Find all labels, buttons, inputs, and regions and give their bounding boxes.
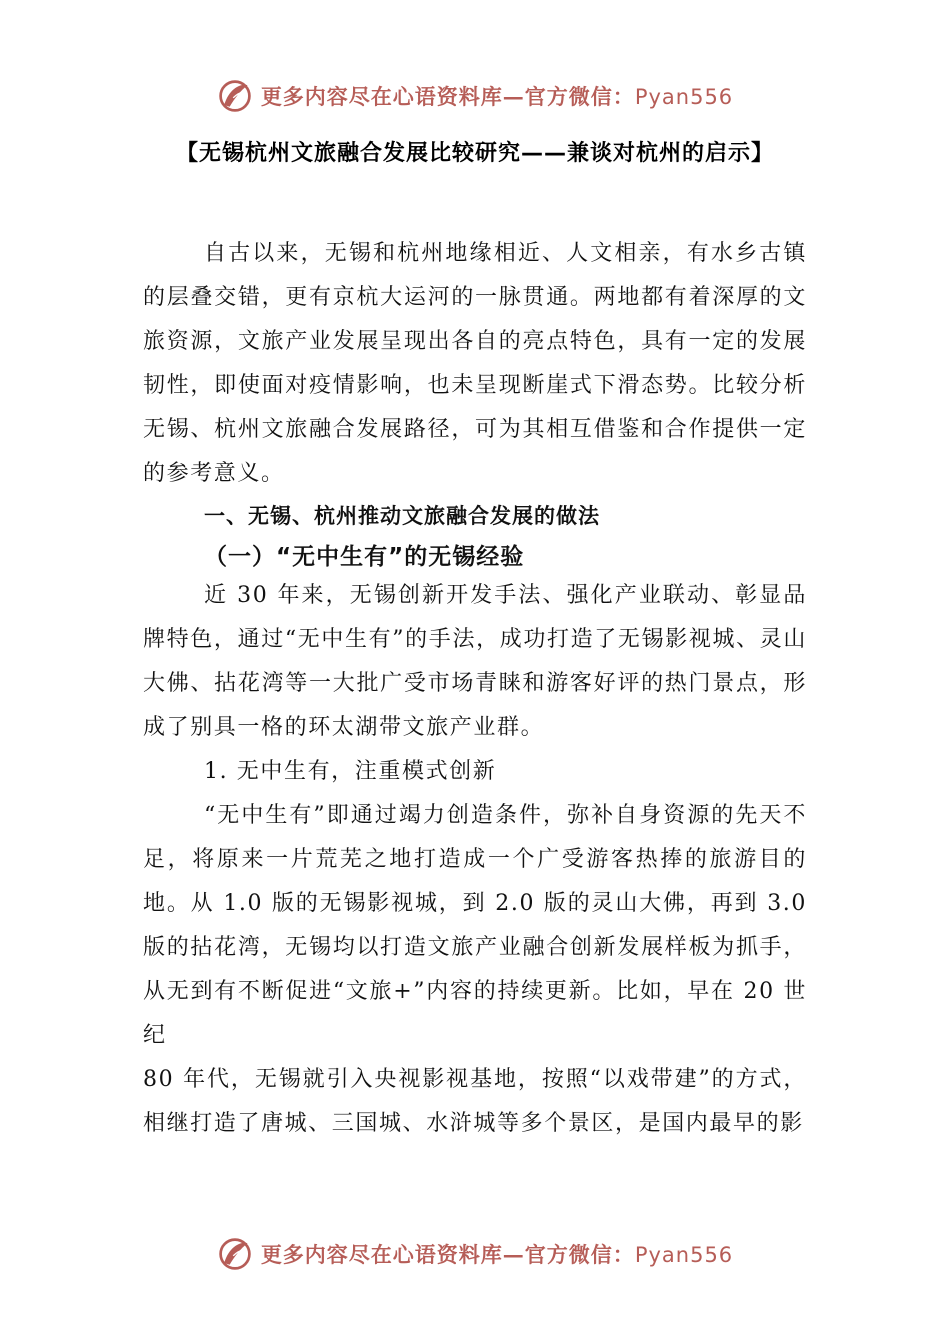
watermark-text bbox=[261, 1239, 733, 1269]
intro-paragraph: 自古以来，无锡和杭州地缘相近、人文相亲，有水乡古镇的层叠交错，更有京杭大运河的一脉贯通。两地都有着深厚的文旅资源，文旅产业发展呈现出各自的亮点特色，具有一定的发展韧性，即使面对疫情影响，也未呈现断崖式下滑态势。比较分析无锡、杭州文旅融合发展路径，可为其相互借鉴和合作提供一定的参考意义。 bbox=[143, 241, 807, 486]
watermark-footer bbox=[0, 1232, 950, 1276]
watermark-header bbox=[0, 74, 950, 118]
intro-paragraph-block bbox=[143, 232, 807, 496]
watermark-wechat-id: Pyan556 bbox=[634, 1243, 734, 1267]
leaf-swirl-logo-icon bbox=[217, 78, 253, 114]
watermark-wechat-id: Pyan556 bbox=[634, 85, 734, 109]
subsection-paragraph: 近 30 年来，无锡创新开发手法、强化产业联动、彰显品牌特色，通过“无中生有”的手法，成功打造了无锡影视城、灵山大佛、拈花湾等一大批广受市场青睐和游客好评的热门景点，形成了别具一格的环太湖带文旅产业群。 bbox=[143, 583, 807, 740]
subsection-heading: （一）“无中生有”的无锡经验 bbox=[204, 544, 525, 570]
subsection-paragraph-block bbox=[143, 574, 807, 750]
item-paragraph: “无中生有”即通过竭力创造条件，弥补自身资源的先天不足，将原来一片荒芜之地打造成一个广受游客热捧的旅游目的地。从 1.0 版的无锡影视城，到 2.0 版的灵山大佛，再到 3.0 版的拈花湾，无锡均以打造文旅产业融合创新发展样板为抓手，从无到有不断促进“文旅+”内容的持续更新。比如，早在 20 世纪 bbox=[143, 803, 807, 1048]
watermark-text-cn: 更多内容尽在心语资料库—官方微信： bbox=[260, 84, 635, 109]
watermark-text bbox=[261, 81, 733, 111]
section-heading: 一、无锡、杭州推动文旅融合发展的做法 bbox=[204, 504, 600, 528]
item-heading: 1. 无中生有，注重模式创新 bbox=[204, 759, 497, 784]
leaf-swirl-logo-icon bbox=[217, 1236, 253, 1272]
continued-paragraph: 80 年代，无锡就引入央视影视基地，按照“以戏带建”的方式，相继打造了唐城、三国城、水浒城等多个景区，是国内最早的影 bbox=[143, 1067, 807, 1136]
document-title: 【无锡杭州文旅融合发展比较研究——兼谈对杭州的启示】 bbox=[175, 141, 774, 166]
watermark-text-cn: 更多内容尽在心语资料库—官方微信： bbox=[260, 1242, 635, 1267]
item-paragraph-block bbox=[143, 794, 807, 1146]
